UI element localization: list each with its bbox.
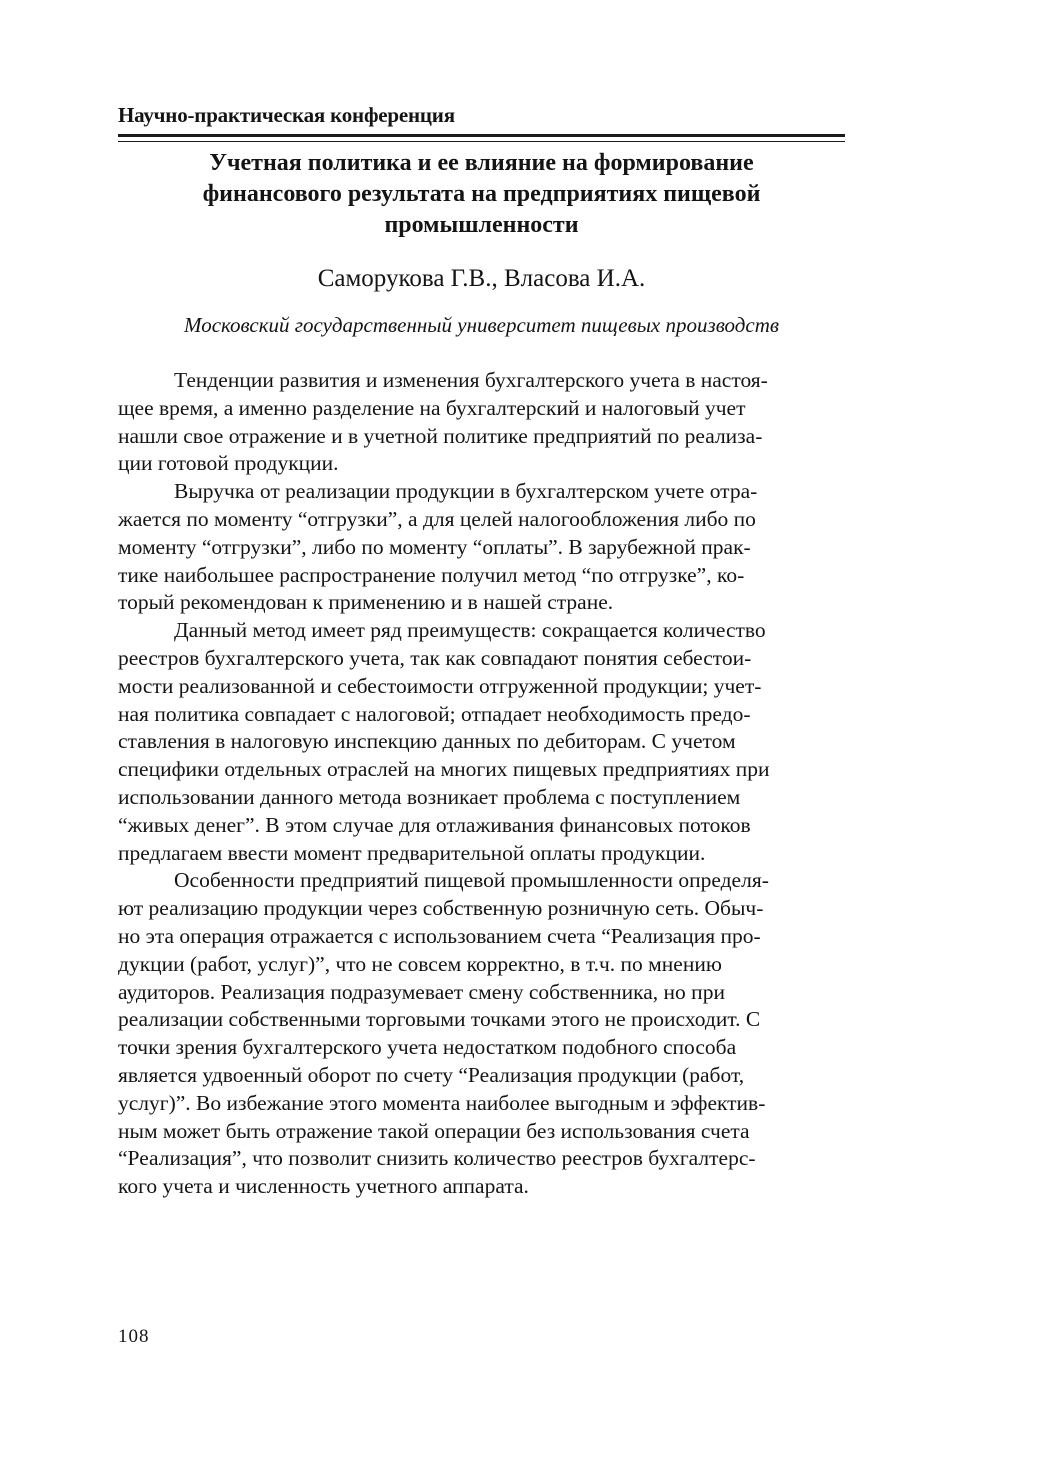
affiliation: Московский государственный университет пищевых производств	[184, 313, 779, 337]
paragraph-3	[118, 617, 845, 867]
text-line: ставления в налоговую инспекцию данных по дебиторам. С учетом	[118, 729, 736, 754]
text-line: Особенности предприятий пищевой промышленности определя-	[174, 868, 769, 893]
text-line: кого учета и численность учетного аппарата.	[118, 1174, 529, 1199]
authors: Саморукова Г.В., Власова И.А.	[317, 265, 646, 292]
text-line: услуг)”. Во избежание этого момента наиболее выгодным и эффектив-	[118, 1090, 766, 1115]
text-line: ным может быть отражение такой операции без использования счета	[118, 1118, 750, 1143]
paragraph-2	[118, 478, 845, 617]
text-line: предлагаем ввести момент предварительной оплаты продукции.	[118, 840, 706, 865]
paragraph-1	[118, 367, 845, 478]
text-line: использовании данного метода возникает проблема с поступлением	[118, 784, 741, 809]
text-line: Выручка от реализации продукции в бухгалтерском учете отра-	[174, 479, 758, 504]
text-line: моменту “отгрузки”, либо по моменту “оплаты”. В зарубежной прак-	[118, 534, 751, 559]
text-line: является удвоенный оборот по счету “Реализация продукции (работ,	[118, 1062, 745, 1087]
text-line: Тенденции развития и изменения бухгалтерского учета в настоя-	[174, 368, 768, 392]
header-rule-thin	[118, 141, 845, 142]
article-title	[118, 148, 845, 241]
text-line: реестров бухгалтерского учета, так как совпадают понятия себестои-	[118, 645, 752, 670]
text-line: ная политика совпадает с налоговой; отпадает необходимость предо-	[118, 701, 751, 726]
text-line: нашли свое отражение и в учетной политике предприятий по реализа-	[118, 423, 763, 448]
running-header: Научно-практическая конференция	[118, 103, 455, 127]
title-line: Учетная политика и ее влияние на формирование	[209, 150, 754, 176]
title-line: промышленности	[384, 212, 579, 238]
text-line: но эта операция отражается с использованием счета “Реализация про-	[118, 923, 761, 948]
header-rule-thick	[118, 134, 845, 137]
text-line: дукции (работ, услуг)”, что не совсем корректно, в т.ч. по мнению	[118, 951, 722, 976]
page-number: 108	[118, 1326, 150, 1347]
text-line: точки зрения бухгалтерского учета недостатком подобного способа	[118, 1035, 737, 1060]
text-line: реализации собственными торговыми точками этого не происходит. С	[118, 1007, 761, 1032]
paragraph-4	[118, 867, 845, 1201]
text-line: специфики отдельных отраслей на многих пищевых предприятиях при	[118, 757, 770, 782]
text-line: щее время, а именно разделение на бухгалтерский и налоговый учет	[118, 395, 746, 420]
text-line: аудиторов. Реализация подразумевает смену собственника, но при	[118, 979, 725, 1004]
text-line: жается по моменту “отгрузки”, а для целей налогообложения либо по	[118, 506, 756, 531]
text-line: ции готовой продукции.	[118, 451, 339, 476]
article-body	[118, 367, 845, 1201]
text-line: ют реализацию продукции через собственную розничную сеть. Обыч-	[118, 896, 764, 921]
text-line: тике наибольшее распространение получил метод “по отгрузке”, ко-	[118, 562, 745, 587]
text-line: Данный метод имеет ряд преимуществ: сокращается количество	[174, 618, 766, 643]
text-line: “Реализация”, что позволит снизить количество реестров бухгалтерс-	[118, 1146, 756, 1171]
text-line: “живых денег”. В этом случае для отлаживания финансовых потоков	[118, 812, 751, 837]
title-line: финансового результата на предприятиях пищевой	[202, 181, 761, 207]
text-line: мости реализованной и себестоимости отгруженной продукции; учет-	[118, 673, 762, 698]
text-line: торый рекомендован к применению и в нашей стране.	[118, 590, 614, 615]
